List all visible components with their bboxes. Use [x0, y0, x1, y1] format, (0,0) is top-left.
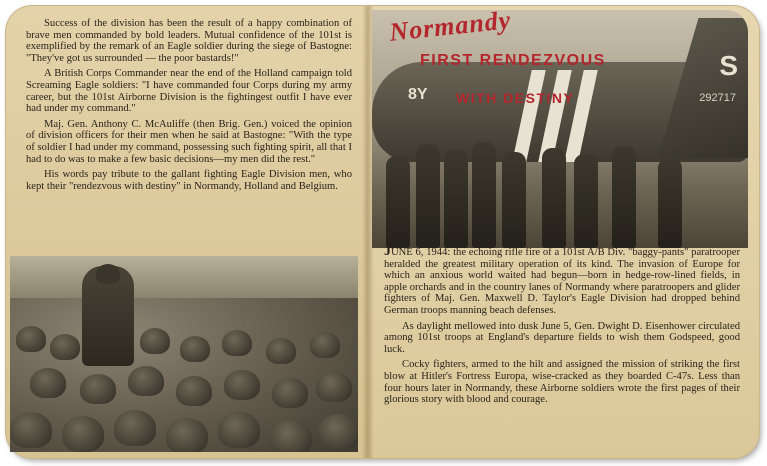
paratrooper-figure	[472, 142, 496, 248]
left-paragraph-3: Maj. Gen. Anthony C. McAuliffe (then Brig. Gen.) voiced the opinion of division officers for their men when he said at Bastogne: "With the type of soldier I had under my command, possessing such fighting spirit, all that I had to do was to make a few basic decisions—my men did the rest."	[26, 118, 352, 165]
helmet	[62, 416, 104, 452]
right-paragraph-1	[384, 246, 740, 317]
helmet	[10, 412, 52, 448]
paratrooper-figure	[386, 156, 410, 248]
paratrooper-figure	[658, 158, 682, 248]
helmet	[224, 370, 260, 400]
right-column-text	[384, 246, 740, 410]
helmet	[218, 412, 260, 448]
helmet	[80, 374, 116, 404]
helmet	[140, 328, 170, 354]
left-paragraph-4: His words pay tribute to the gallant fighting Eagle Division men, who kept their "rendezvous with destiny" in Normandy, Holland and Belgium.	[26, 169, 352, 192]
aircraft-photo	[372, 10, 748, 248]
title-first-rendezvous: FIRST RENDEZVOUS	[420, 52, 606, 69]
helmet	[166, 418, 208, 452]
right-paragraph-2: As daylight mellowed into dusk June 5, Gen. Dwight D. Eisenhower circulated among 101st troops at England's departure fields to wish them Godspeed, good luck.	[384, 320, 740, 355]
paratrooper-figure	[416, 144, 440, 248]
tail-letter: S	[719, 50, 738, 81]
paratrooper-figure	[542, 148, 566, 248]
paratrooper-figure	[502, 152, 526, 248]
right-paragraph-3: Cocky fighters, armed to the hilt and assigned the mission of striking the first blow at Hitler's Fortress Europa, wise-cracked as they boarded C-47s. Less than four hours later in Normandy, these Airborne soldiers wrote the first pages of their glorious story with blood and courage.	[384, 359, 740, 406]
helmet	[114, 410, 156, 446]
officer-helmet	[96, 264, 120, 284]
paratrooper-figure	[444, 150, 468, 248]
helmet	[180, 336, 210, 362]
helmet	[318, 414, 358, 450]
title-normandy: Normandy	[388, 5, 513, 47]
paratrooper-figure	[574, 154, 598, 248]
drop-cap: J	[384, 244, 391, 259]
right-paragraph-1-body: UNE 6, 1944: the echoing rifle fire of a 101st A/B Div. "baggy-pants" paratrooper heralded the greatest military operation of its kind. The invasion of Europe for which an anxious world waited had begun—born in hedge-row-lined fields, in apple orchards and in the country lanes of Normandy where paratroopers and glider fighters of Maj. Gen. Maxwell D. Taylor's Eagle Division had dropped behind German troops manning beach defenses.	[384, 247, 740, 316]
title-with-destiny: WITH DESTINY	[456, 90, 575, 106]
left-paragraph-1: Success of the division has been the result of a happy combination of brave men commanded by bold leaders. Mutual confidence of the 101st is exemplified by the remark of an Eagle soldier during the siege of Bastogne: "They've got us surrounded — the poor bastards!"	[26, 18, 352, 64]
helmet	[128, 366, 164, 396]
helmet	[16, 326, 46, 352]
tail-number: 292717	[699, 92, 736, 104]
helmet	[310, 332, 340, 358]
helmet	[266, 338, 296, 364]
helmet	[222, 330, 252, 356]
nose-code: 8Y	[408, 86, 428, 103]
helmet	[270, 420, 312, 452]
left-column-text	[26, 18, 352, 196]
left-paragraph-2: A British Corps Commander near the end of the Holland campaign told Screaming Eagle soldiers: "I have commanded four Corps during my army career, but the 101st Airborne Division is the fightingest outfit I have ever had under my command."	[26, 68, 352, 115]
helmet	[176, 376, 212, 406]
helmet	[316, 372, 352, 402]
photo-sky	[10, 256, 358, 298]
paratrooper-figure	[612, 146, 636, 248]
helmet	[50, 334, 80, 360]
helmet	[272, 378, 308, 408]
troops-photo	[10, 256, 358, 452]
helmet	[30, 368, 66, 398]
